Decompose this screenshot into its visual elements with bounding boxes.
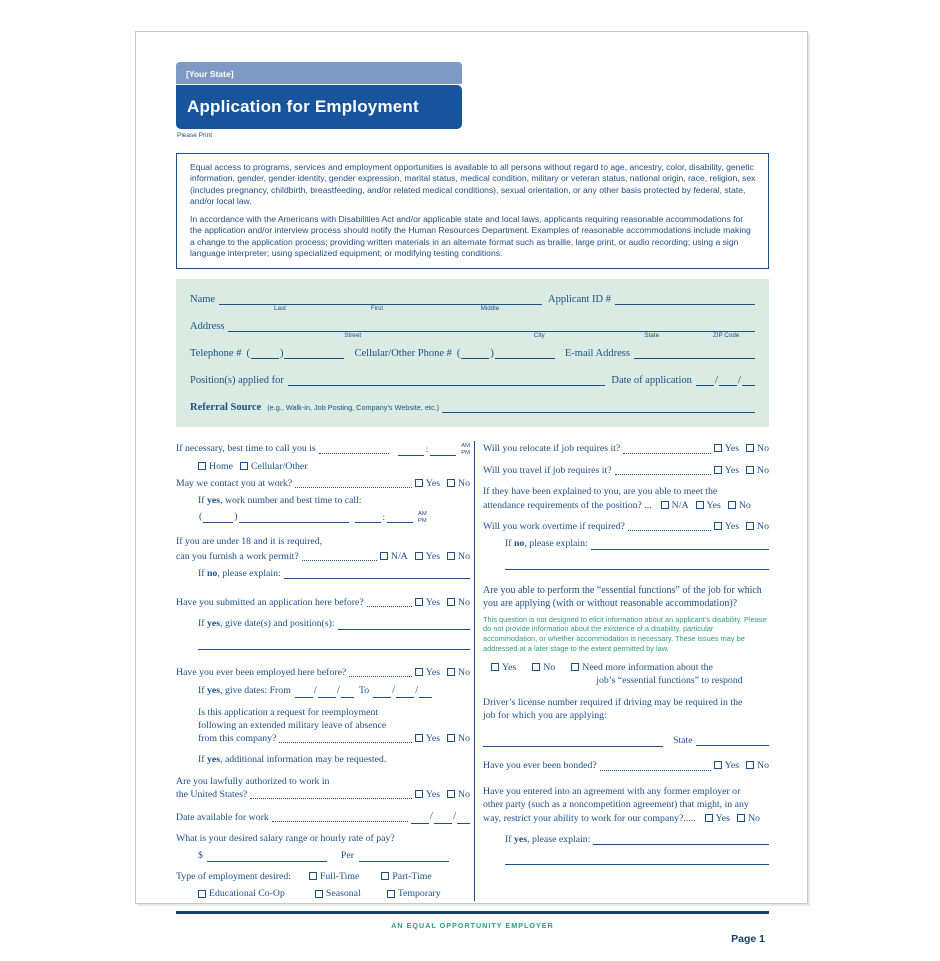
overtime-question-row [483, 520, 769, 533]
if-label: If [198, 495, 205, 507]
no-label: No [458, 550, 470, 562]
from-month-line[interactable] [295, 685, 313, 698]
part-time-label: Part-Time [392, 871, 432, 883]
avail-year-line[interactable] [457, 811, 470, 824]
license-state-label: State [673, 735, 693, 747]
overtime-explain-continuation-line[interactable] [505, 555, 769, 570]
if-label: If [198, 754, 205, 766]
license-input-row [483, 734, 769, 747]
work-time-minute-line[interactable] [387, 512, 413, 523]
yes-label: Yes [425, 666, 441, 678]
form-title-bar [176, 85, 462, 129]
checkbox-no[interactable] [447, 479, 455, 487]
state-tag-label: [Your State] [186, 69, 234, 79]
cellular-area-input-line[interactable] [461, 346, 489, 359]
salary-amount-line[interactable] [207, 850, 327, 862]
time-colon: : [382, 512, 386, 523]
date-slash: / [714, 374, 718, 387]
position-label: Position(s) applied for [190, 375, 284, 387]
additional-info-text: , additional information may be requested. [220, 754, 387, 766]
date-slash: / [415, 683, 419, 696]
checkbox-yes[interactable] [714, 444, 722, 452]
date-available-question: Date available for work [176, 811, 269, 823]
overtime-options [714, 520, 769, 533]
checkbox-yes[interactable] [415, 598, 423, 606]
to-month-line[interactable] [373, 685, 391, 698]
yes-label: Yes [425, 733, 441, 745]
checkbox-yes[interactable] [714, 466, 722, 474]
address-sub-street: Street [344, 332, 362, 340]
checkbox-no[interactable] [728, 501, 736, 509]
if-label: If [198, 567, 205, 579]
yes-label: Yes [425, 788, 441, 800]
yes-bold: yes [206, 618, 221, 630]
no-label: No [738, 500, 751, 512]
checkbox-yes[interactable] [491, 663, 499, 671]
authorized-question-row [176, 788, 470, 801]
checkbox-no[interactable] [447, 734, 455, 742]
checkbox-home[interactable] [198, 462, 206, 470]
date-of-application-label: Date of application [611, 375, 692, 387]
best-time-question: If necessary, best time to call you is [176, 443, 316, 455]
telephone-area-input-line[interactable] [251, 346, 279, 359]
from-label: From [269, 685, 291, 697]
phone-type-options-row [198, 460, 470, 473]
to-year-line[interactable] [419, 685, 432, 698]
agreement-question-row [483, 812, 769, 825]
work-permit-question: can you furnish a work permit? [176, 550, 299, 562]
no-label: No [458, 733, 470, 745]
dotted-leader [623, 453, 710, 454]
please-print-label: Please Print [177, 132, 213, 139]
attendance-options [654, 499, 751, 512]
date-month-line[interactable] [696, 373, 714, 386]
no-bold: no [513, 538, 525, 550]
temporary-label: Temporary [397, 888, 441, 900]
license-number-input-line[interactable] [483, 735, 663, 747]
checkbox-need-more-info[interactable] [571, 663, 579, 671]
from-date-input[interactable] [295, 683, 354, 698]
agreement-explain-row [505, 833, 769, 846]
paren-open: ( [199, 511, 203, 523]
application-form-page [135, 31, 808, 945]
checkbox-no[interactable] [746, 522, 754, 530]
work-number-text: , work number and best time to call: [220, 495, 362, 507]
no-label: No [747, 812, 760, 824]
seasonal-label: Seasonal [325, 888, 361, 900]
paren-close: ) [234, 511, 238, 523]
yes-label: Yes [715, 812, 730, 824]
license-question-line2: job for which you are applying: [483, 709, 607, 721]
agreement-options [698, 812, 760, 825]
checkbox-no[interactable] [532, 663, 540, 671]
travel-question-row [483, 464, 769, 477]
relocate-options [714, 442, 769, 455]
telephone-paren-open: ( [246, 348, 250, 360]
dotted-leader [319, 453, 389, 454]
salary-period-line[interactable] [359, 850, 449, 862]
no-label: No [458, 597, 470, 609]
checkbox-no[interactable] [746, 466, 754, 474]
best-time-hour-line[interactable] [398, 445, 424, 456]
yes-label: Yes [425, 550, 441, 562]
work-call-time-input[interactable] [355, 511, 427, 523]
am-pm-label [418, 511, 427, 524]
checkbox-yes[interactable] [415, 734, 423, 742]
referral-source-label: Referral Source [190, 402, 262, 414]
essential-yes-option [491, 661, 516, 674]
checkbox-cellular-other[interactable] [240, 462, 248, 470]
home-option-label: Home [209, 460, 233, 472]
yes-label: Yes [425, 477, 441, 489]
personal-info-section [176, 279, 769, 427]
page-number: Page 1 [731, 932, 765, 945]
reemployment-question-row [198, 732, 470, 745]
work-number-input-row [198, 510, 470, 523]
travel-options [714, 464, 769, 477]
attendance-question-line1: If they have been explained to you, are you able to meet the [483, 485, 718, 497]
checkbox-na[interactable] [380, 552, 388, 560]
checkbox-yes[interactable] [714, 761, 722, 769]
date-year-line[interactable] [742, 373, 755, 386]
work-number-subquestion [198, 494, 470, 507]
dotted-leader [250, 798, 411, 799]
part-time-option [381, 870, 431, 883]
submitted-dates-input-line[interactable] [338, 618, 470, 630]
ada-notice-paragraph-2: In accordance with the Americans with Disabilities Act and/or applicable state and local laws, applicants requiring reasonable accommodations for the application and/or interview process should notify the Human Resources Department. Examples of reasonable accommodations include making a change to the application process; providing written materials in an alternate format such as braille, large print, or audio recording; using a sign language interpreter; using specialized equipment; or modifying testing conditions. [190, 213, 751, 258]
submitted-before-question: Have you submitted an application here before? [176, 597, 364, 609]
am-label: AM [461, 443, 470, 450]
name-sub-middle: Middle [480, 305, 500, 313]
eeo-notice-paragraph-1: Equal access to programs, services and employment opportunities is available to all persons without regard to age, ancestry, color, disability, genetic information, gender, gender identity, gender expression, marital status, medical condition, military or veteran status, national origin, race, religion, sex (includes pregnancy, childbirth, breastfeeding, and/or related medical conditions), sexual orientation, or any other basis protected by federal, state, and/or local law. [190, 162, 756, 207]
dotted-leader [279, 742, 411, 743]
best-time-input[interactable] [398, 443, 470, 455]
avail-day-line[interactable] [434, 811, 452, 824]
reemployment-question-line1: Is this application a request for reemployment [198, 706, 379, 718]
if-label: If [505, 834, 512, 846]
equal-opportunity-employer-label: AN EQUAL OPPORTUNITY EMPLOYER [391, 920, 554, 930]
time-colon: : [425, 444, 429, 455]
column-divider [474, 441, 475, 900]
footer-rule [176, 911, 769, 914]
work-number-line[interactable] [239, 511, 349, 523]
avail-month-line[interactable] [411, 811, 429, 824]
no-label: No [757, 464, 769, 476]
employment-type-row2 [176, 887, 470, 900]
work-time-hour-line[interactable] [355, 512, 381, 523]
date-slash: / [452, 809, 456, 822]
telephone-number-input-line[interactable] [284, 346, 344, 359]
permit-explain-row [198, 567, 470, 580]
employment-type-row1 [176, 870, 470, 883]
if-label: If [198, 618, 205, 630]
work-area-code-line[interactable] [203, 511, 233, 523]
dotted-leader [295, 487, 412, 488]
give-dates-text: , give dates: [220, 685, 268, 697]
state-tab [176, 62, 462, 84]
submitted-before-options [415, 596, 470, 609]
overtime-explain-input-line[interactable] [591, 538, 769, 550]
reemployment-question-line3: from this company? [198, 733, 277, 745]
travel-question: Will you travel if job requires it? [483, 464, 612, 476]
am-label: AM [418, 511, 427, 518]
under-18-question-line1: If you are under 18 and it is required, [176, 536, 323, 548]
contact-at-work-question: May we contact you at work? [176, 477, 293, 489]
essential-no-option [532, 661, 555, 674]
best-time-minute-line[interactable] [430, 445, 456, 456]
yes-bold: yes [206, 685, 221, 697]
per-label: Per [340, 850, 354, 861]
essential-functions-question: Are you able to perform the “essential functions” of the job for which you are applying (with or without reasonable accommodation)? [483, 584, 762, 609]
phone-email-row [190, 346, 755, 359]
contact-at-work-options [415, 477, 470, 490]
position-input-line[interactable] [288, 373, 606, 386]
address-row [190, 319, 755, 340]
essential-functions-options-row [483, 661, 769, 687]
educational-coop-label: Educational Co-Op [209, 888, 285, 900]
footer [176, 921, 769, 961]
need-more-info-option [571, 661, 742, 687]
checkbox-no[interactable] [447, 668, 455, 676]
from-year-line[interactable] [341, 685, 354, 698]
agreement-explain-input-line[interactable] [593, 833, 769, 845]
name-sub-first: First [370, 305, 384, 313]
employed-before-question: Have you ever been employed here before? [176, 666, 347, 678]
cellular-paren-close: ) [490, 348, 494, 360]
agreement-question-line3: way, restrict your ability to work for our company?..... [483, 812, 696, 824]
temporary-option [387, 887, 441, 900]
salary-input-row [198, 849, 470, 862]
reemployment-options [415, 732, 470, 745]
checkbox-yes[interactable] [714, 522, 722, 530]
dotted-leader [272, 821, 408, 822]
email-label: E-mail Address [564, 348, 630, 360]
agreement-explain-continuation-line[interactable] [505, 850, 769, 865]
authorized-question-line1: Are you lawfully authorized to work in [176, 775, 330, 787]
referral-source-hint: (e.g., Walk-in, Job Posting, Company’s Website, etc.) [267, 403, 440, 413]
cellular-number-input-line[interactable] [495, 346, 555, 359]
no-label: No [458, 788, 470, 800]
checkbox-no[interactable] [746, 444, 754, 452]
best-time-question-row [176, 442, 470, 455]
no-label: No [757, 443, 769, 455]
referral-source-input-line[interactable] [442, 400, 755, 413]
date-slash: / [392, 683, 396, 696]
dotted-leader [600, 770, 711, 771]
na-label: N/A [671, 500, 689, 512]
work-permit-question-row [176, 550, 470, 563]
from-day-line[interactable] [318, 685, 336, 698]
need-more-info-label-line2: job’s “essential functions” to respond [596, 675, 743, 687]
na-label: N/A [390, 550, 408, 562]
dotted-leader [367, 606, 412, 607]
bonded-question: Have you ever been bonded? [483, 760, 597, 772]
no-label: No [757, 760, 769, 772]
cellular-label: Cellular/Other Phone # [354, 348, 452, 360]
checkbox-no[interactable] [447, 552, 455, 560]
email-input-line[interactable] [634, 346, 755, 359]
name-row [190, 292, 755, 313]
form-header [176, 62, 769, 139]
date-of-application-input[interactable] [696, 373, 755, 386]
agreement-explain-text: , please explain: [527, 834, 591, 846]
salary-question: What is your desired salary range or hourly rate of pay? [176, 832, 395, 844]
employed-before-question-row [176, 666, 470, 679]
address-input-line[interactable] [228, 319, 755, 340]
license-question-line1: Driver’s license number required if driving may be required in the [483, 696, 743, 708]
employment-type-label: Type of employment desired: [176, 871, 291, 883]
checkbox-yes[interactable] [415, 552, 423, 560]
checkbox-full-time[interactable] [309, 872, 317, 880]
checkbox-yes[interactable] [696, 501, 704, 509]
submitted-dates-continuation-line[interactable] [198, 635, 470, 650]
to-day-line[interactable] [396, 685, 414, 698]
agreement-question-line2: other party (such as a noncompetition agreement) that might, in any [483, 798, 749, 810]
position-date-row [190, 373, 755, 386]
yes-label: Yes [724, 443, 740, 455]
checkbox-no[interactable] [447, 598, 455, 606]
overtime-question: Will you work overtime if required? [483, 521, 625, 533]
full-time-label: Full-Time [319, 871, 360, 883]
dotted-leader [615, 474, 711, 475]
overtime-explain-text: , please explain: [524, 538, 588, 550]
checkbox-part-time[interactable] [381, 872, 389, 880]
yes-label: Yes [502, 662, 517, 674]
pm-label: PM [418, 517, 427, 524]
submitted-dates-text: , give date(s) and position(s): [220, 618, 335, 630]
relocate-question: Will you relocate if job requires it? [483, 443, 621, 455]
address-sub-state: State [644, 332, 660, 340]
to-date-input[interactable] [373, 683, 432, 698]
telephone-label: Telephone # [190, 348, 242, 360]
address-sub-zip: ZIP Code [712, 332, 740, 340]
checkbox-yes[interactable] [705, 814, 713, 822]
date-slash: / [429, 809, 433, 822]
checkbox-no[interactable] [746, 761, 754, 769]
checkbox-no[interactable] [447, 790, 455, 798]
employed-before-options [415, 666, 470, 679]
checkbox-yes[interactable] [415, 790, 423, 798]
to-label: To [358, 685, 370, 697]
license-state-input-line[interactable] [696, 734, 769, 746]
cellular-other-option-label: Cellular/Other [250, 460, 308, 472]
checkbox-temporary[interactable] [387, 890, 395, 898]
no-label: No [757, 521, 769, 533]
applicant-id-input-line[interactable] [615, 292, 755, 305]
questions-section [176, 439, 769, 900]
applicant-id-label: Applicant ID # [548, 294, 611, 306]
cellular-paren-open: ( [456, 348, 461, 360]
checkbox-yes[interactable] [415, 479, 423, 487]
address-label: Address [190, 321, 225, 333]
seasonal-option [315, 887, 361, 900]
no-label: No [458, 477, 470, 489]
employment-dates-row [198, 683, 470, 698]
overtime-explain-row [505, 537, 769, 550]
no-label: No [543, 662, 556, 674]
date-day-line[interactable] [719, 373, 737, 386]
questions-left-column [176, 439, 470, 900]
questions-right-column [480, 439, 769, 900]
need-more-info-label-line1: Need more information about the [582, 662, 713, 674]
date-slash: / [336, 683, 340, 696]
referral-source-row [190, 400, 755, 413]
yes-label: Yes [724, 521, 740, 533]
permit-explain-input-line[interactable] [284, 567, 470, 579]
submitted-dates-row [198, 617, 470, 630]
dotted-leader [349, 676, 411, 677]
contact-at-work-question-row [176, 477, 470, 490]
additional-info-note [198, 753, 470, 766]
checkbox-yes[interactable] [415, 668, 423, 676]
if-label: If [198, 685, 205, 697]
agreement-question-line1: Have you entered into an agreement with any former employer or [483, 785, 741, 797]
yes-label: Yes [706, 500, 721, 512]
yes-label: Yes [724, 760, 740, 772]
date-slash: / [313, 683, 317, 696]
yes-label: Yes [425, 597, 441, 609]
yes-bold: yes [513, 834, 528, 846]
dotted-leader [302, 560, 377, 561]
if-label: If [505, 538, 512, 550]
no-bold: no [206, 567, 218, 579]
date-available-row [176, 809, 470, 824]
checkbox-educational-coop[interactable] [198, 890, 206, 898]
educational-coop-option [198, 887, 285, 900]
dollar-sign-label: $ [198, 850, 203, 861]
yes-label: Yes [724, 464, 740, 476]
work-permit-options [380, 550, 470, 563]
bonded-question-row [483, 759, 769, 772]
attendance-question-line2: attendance requirements of the position? ... [483, 500, 652, 512]
checkbox-no[interactable] [737, 814, 745, 822]
date-available-input[interactable] [411, 809, 470, 824]
dotted-leader [628, 530, 711, 531]
authorized-question-line2: the United States? [176, 788, 248, 800]
telephone-paren-close: ) [279, 348, 284, 360]
name-label: Name [190, 294, 216, 306]
bonded-options [714, 759, 769, 772]
attendance-question-row [483, 499, 769, 512]
checkbox-seasonal[interactable] [315, 890, 323, 898]
authorized-options [415, 788, 470, 801]
checkbox-na[interactable] [661, 501, 669, 509]
address-sub-city: City [533, 332, 545, 340]
date-slash: / [737, 374, 741, 387]
yes-bold: yes [206, 495, 221, 507]
eeo-notice-box [176, 153, 769, 269]
am-pm-label [461, 443, 470, 456]
name-input-line[interactable] [219, 292, 542, 313]
full-time-option [309, 870, 359, 883]
reemployment-question-line2: following an extended military leave of absence [198, 719, 387, 731]
explain-text: , please explain: [217, 567, 281, 579]
relocate-question-row [483, 442, 769, 455]
name-sub-last: Last [273, 305, 286, 313]
submitted-before-question-row [176, 596, 470, 609]
form-title: Application for Employment [187, 97, 419, 116]
no-label: No [458, 666, 470, 678]
disability-note: This question is not designed to elicit information about an applicant’s disability. Please do not provide information about the existence of a disability, particular accommodation, or whether accommodation is necessary. These issues may be addressed at a later stage to the extent permitted by law. [483, 614, 767, 653]
yes-bold: yes [206, 754, 221, 766]
pm-label: PM [461, 449, 470, 456]
